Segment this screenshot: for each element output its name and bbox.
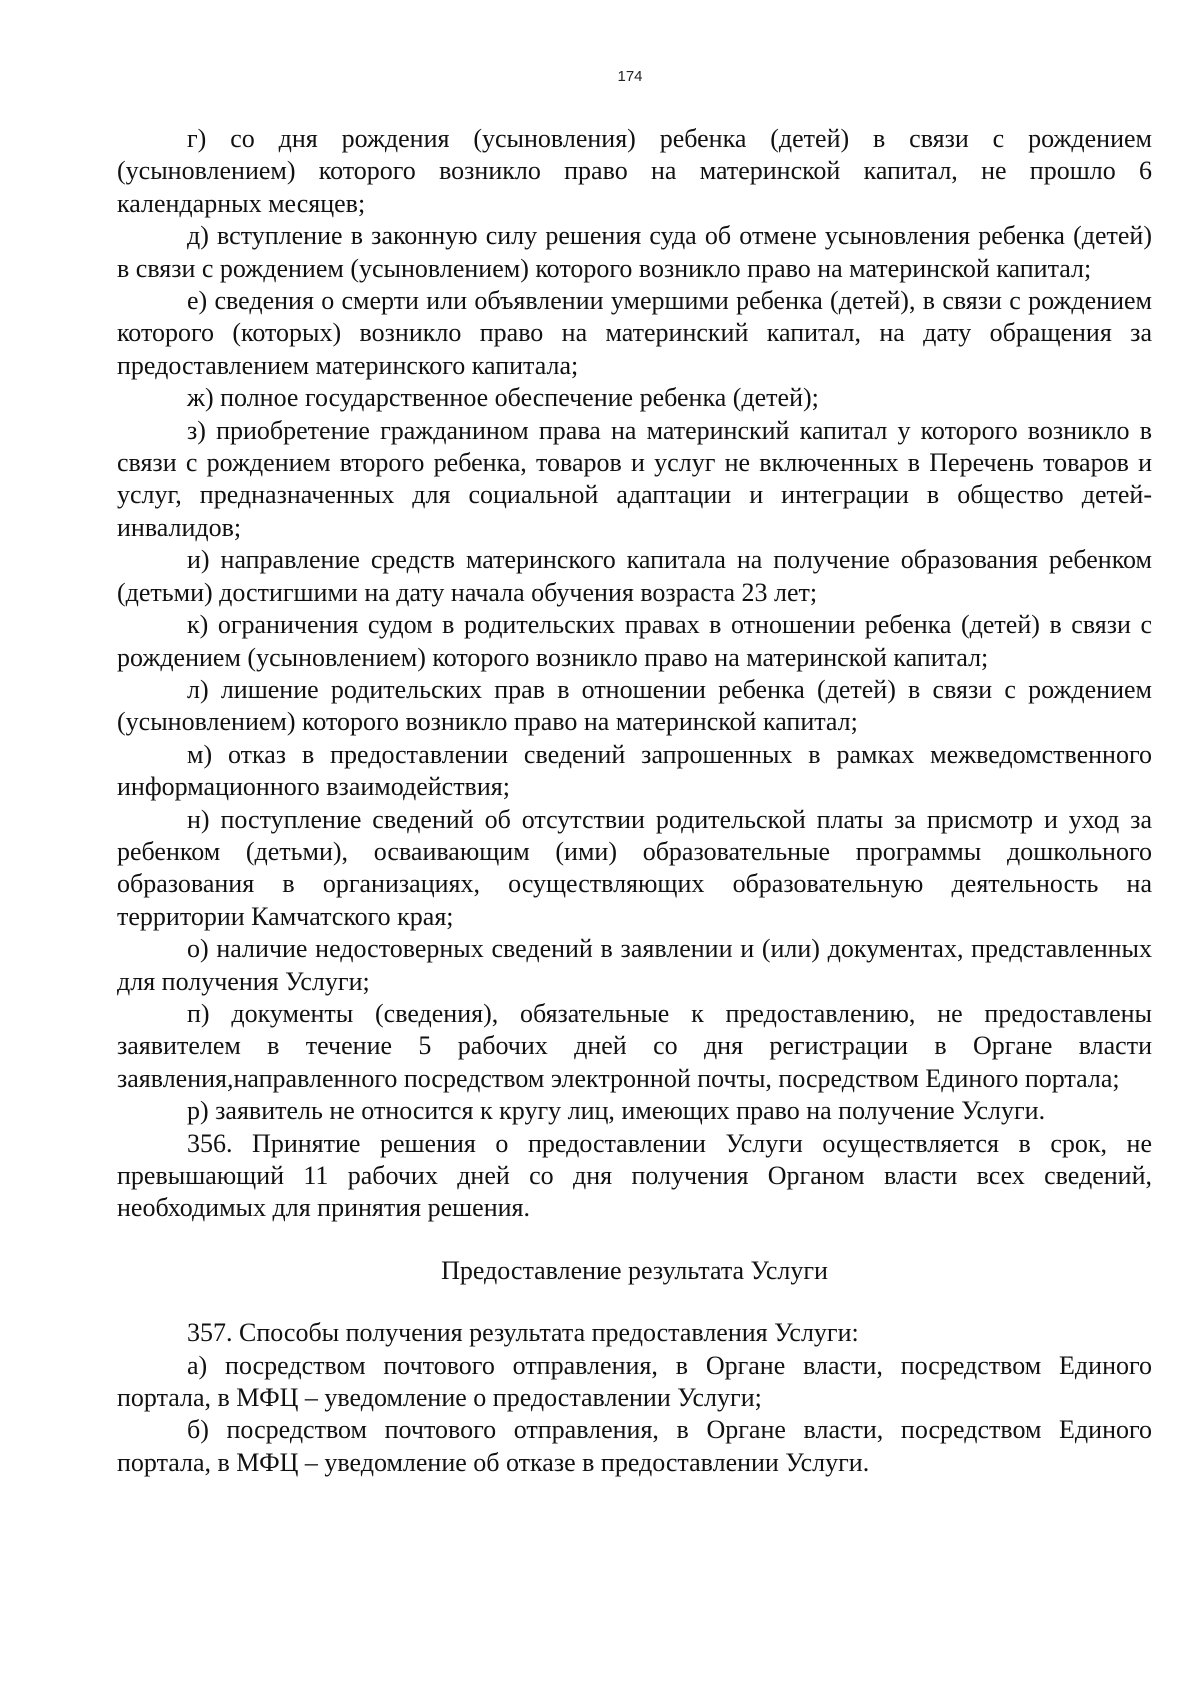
section-heading: Предоставление результата Услуги (441, 1255, 828, 1285)
paragraph-r: р) заявитель не относится к кругу лиц, имеющих право на получение Услуги. (187, 1096, 1046, 1126)
paragraph-l: л) лишение родительских прав в отношении ребенка (детей) в связи с рождением (усыновлением) которого возникло право на материнской капитал; (117, 674, 1152, 737)
paragraph-i: и) направление средств материнского капитала на получение образования ребенком (детьми) достигшими на дату начала обучения возраста 23 лет; (117, 545, 1152, 607)
paragraph-357-a: а) посредством почтового отправления, в Органе власти, посредством Единого портала, в МФЦ – уведомление о предоставлении Услуги; (117, 1350, 1152, 1413)
paragraph-p: п) документы (сведения), обязательные к предоставлению, не предоставлены заявителем в течение 5 рабочих дней со дня регистрации в Органе власти заявления,направленного посредством электронной почты, посредством Единого портала; (117, 998, 1152, 1093)
document-body (117, 123, 1152, 1479)
paragraph-357: 357. Способы получения результата предоставления Услуги: (187, 1318, 859, 1348)
paragraph-d: д) вступление в законную силу решения суда об отмене усыновления ребенка (детей) в связи с рождением (усыновлением) которого возникло право на материнской капитал; (117, 221, 1152, 283)
paragraph-z: з) приобретение гражданином права на материнский капитал у которого возникло в связи с рождением второго ребенка, товаров и услуг не включенных в Перечень товаров и услуг, предназначенных для социальной адаптации и интеграции в общество детей-инвалидов; (117, 415, 1152, 542)
paragraph-e: е) сведения о смерти или объявлении умершими ребенка (детей), в связи с рождением которого (которых) возникло право на материнский капитал, на дату обращения за предоставлением материнского капитала; (117, 286, 1152, 380)
paragraph-m: м) отказ в предоставлении сведений запрошенных в рамках межведомственного информационного взаимодействия; (117, 739, 1152, 802)
paragraph-zh: ж) полное государственное обеспечение ребенка (детей); (187, 383, 819, 413)
paragraph-o: о) наличие недостоверных сведений в заявлении и (или) документах, представленных для получения Услуги; (117, 934, 1152, 996)
paragraph-g: г) со дня рождения (усыновления) ребенка (детей) в связи с рождением (усыновлением) которого возникло право на материнской капитал, не прошло 6 календарных месяцев; (117, 124, 1152, 218)
paragraph-356: 356. Принятие решения о предоставлении Услуги осуществляется в срок, не превышающий 11 рабочих дней со дня получения Органом власти всех сведений, необходимых для принятия решения. (117, 1128, 1152, 1223)
page-number: 174 (617, 68, 643, 85)
paragraph-k: к) ограничения судом в родительских правах в отношении ребенка (детей) в связи с рождением (усыновлением) которого возникло право на материнской капитал; (117, 610, 1152, 672)
paragraph-n: н) поступление сведений об отсутствии родительской платы за присмотр и уход за ребенком (детьми), осваивающим (ими) образовательные программы дошкольного образования в организациях, осуществляющих образовательную деятельность на территории Камчатского края; (117, 804, 1152, 931)
paragraph-357-b: б) посредством почтового отправления, в Органе власти, посредством Единого портала, в МФЦ – уведомление об отказе в предоставлении Услуги. (117, 1415, 1152, 1477)
